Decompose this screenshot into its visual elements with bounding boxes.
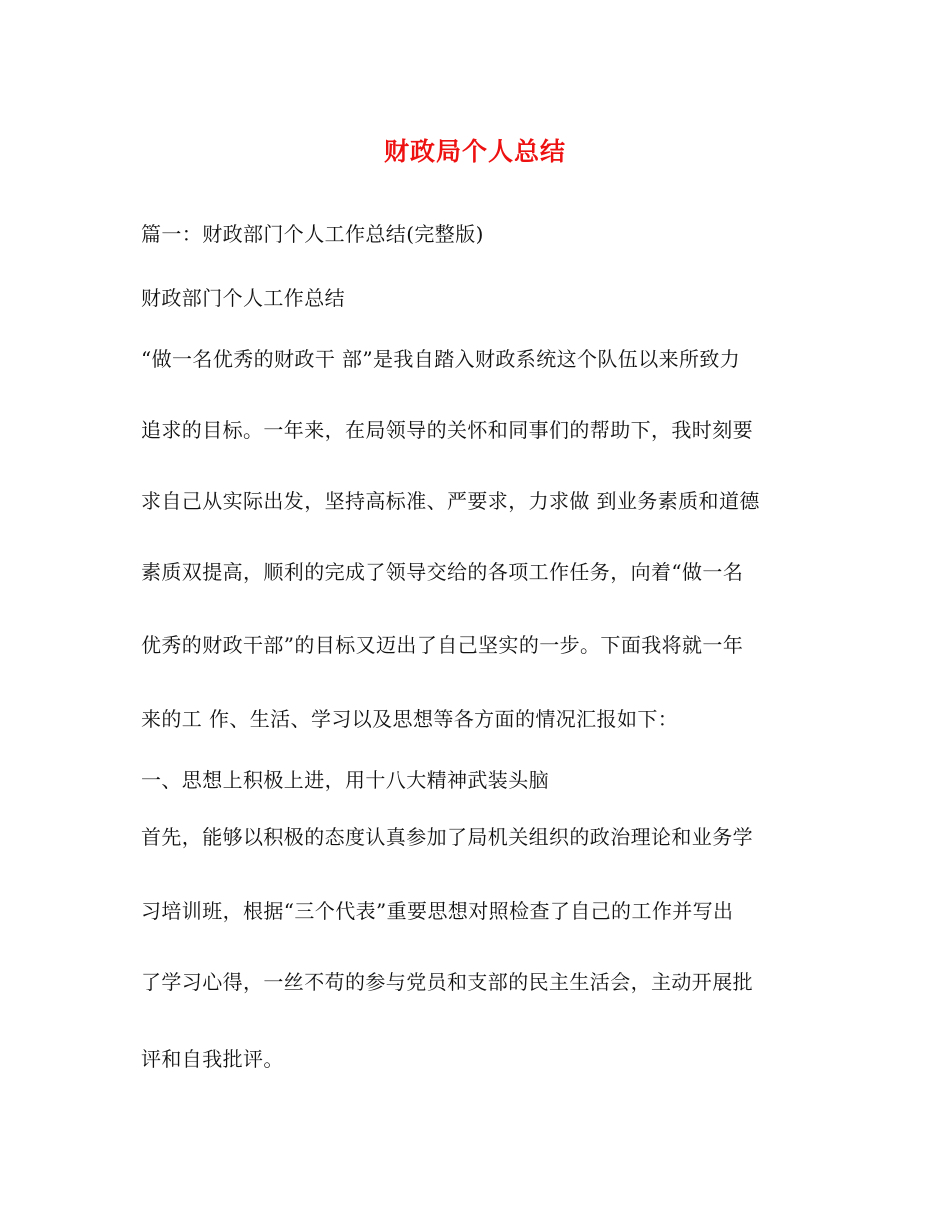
paragraph-line: 追求的目标。一年来，在局领导的关怀和同事们的帮助下，我时刻要 <box>141 418 753 442</box>
paragraph-line: 来的工 作、生活、学习以及思想等各方面的情况汇报如下： <box>141 707 679 731</box>
paragraph-line: “做一名优秀的财政干 部”是我自踏入财政系统这个队伍以来所致力 <box>141 347 741 371</box>
paragraph-line: 优秀的财政干部”的目标又迈出了自己坚实的一步。下面我将就一年 <box>141 633 744 657</box>
document-title: 财政局个人总结 <box>383 137 566 166</box>
paragraph-line: 评和自我批评。 <box>141 1047 284 1071</box>
paragraph-line: 素质双提高，顺利的完成了领导交给的各项工作任务，向着“做一名 <box>141 560 744 584</box>
subtitle: 财政部门个人工作总结 <box>141 286 345 310</box>
paragraph-line: 求自己从实际出发，坚持高标准、严要求，力求做 到业务素质和道德 <box>141 489 760 513</box>
paragraph-line: 习培训班，根据“三个代表”重要思想对照检查了自己的工作并写出 <box>141 899 734 923</box>
section-heading: 篇一：财政部门个人工作总结(完整版) <box>141 222 484 246</box>
paragraph-line: 了学习心得，一丝不苟的参与党员和支部的民主生活会，主动开展批 <box>141 970 753 994</box>
paragraph-line: 首先，能够以积极的态度认真参加了局机关组织的政治理论和业务学 <box>141 825 753 849</box>
section-heading: 一、思想上积极上进，用十八大精神武装头脑 <box>141 768 549 792</box>
